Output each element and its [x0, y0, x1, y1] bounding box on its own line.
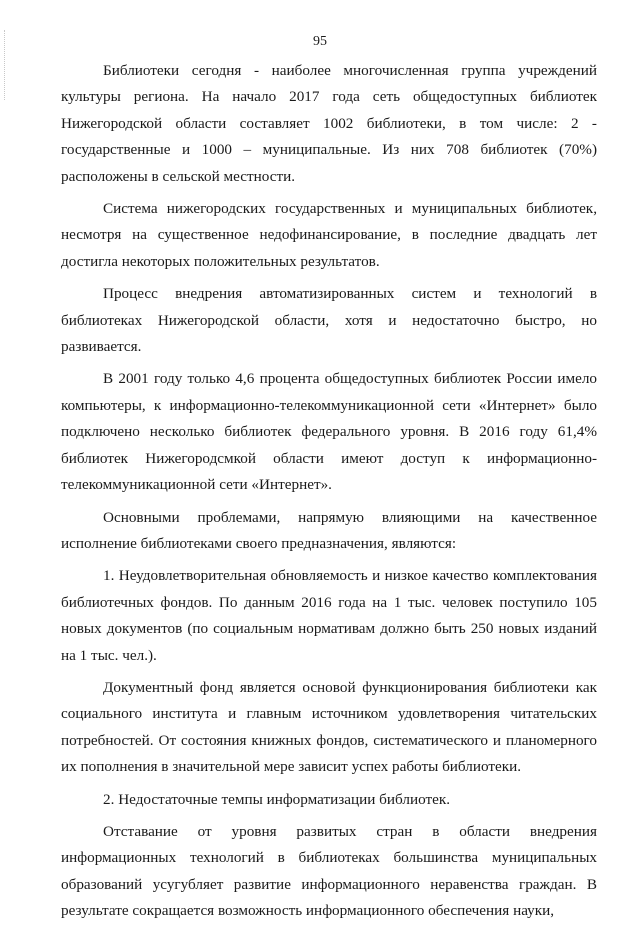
body-text	[61, 58, 597, 931]
paragraph-lag: Отставание от уровня развитых стран в области внедрения информационных технологий в библиотеках большинства муниципальных образований усугубляет развитие информационного неравенства граждан. В результате сокращается возможность информационного обеспечения науки,	[61, 822, 597, 920]
paragraph-library-system: Система нижегородских государственных и муниципальных библиотек, несмотря на существенное недофинансирование, в последние двадцать лет достигла некоторых положительных результатов.	[61, 200, 597, 270]
paragraph-libraries-today: Библиотеки сегодня - наиболее многочисленная группа учреждений культуры региона. На начало 2017 года сеть общедоступных библиотек Нижегородской области составляет 1002 библиотеки, в том числе: 2 - государственные и 1000 – муниципальные. Из них 708 библиотек (70%) расположены в сельской местности.	[61, 62, 597, 185]
paragraph-problem-1: 1. Неудовлетворительная обновляемость и низкое качество комплектования библиотечных фондов. По данным 2016 года на 1 тыс. человек поступило 105 новых документов (по социальным нормативам должно быть 250 новых изданий на 1 тыс. чел.).	[61, 567, 597, 664]
page-number: 95	[313, 34, 327, 49]
paragraph-document-fund: Документный фонд является основой функционирования библиотеки как социального института и главным источником удовлетворения читательских потребностей. От состояния книжных фондов, систематического и планомерного их пополнения в значительной мере зависит успех работы библиотеки.	[61, 678, 597, 776]
paragraph-internet-access: В 2001 году только 4,6 процента общедоступных библиотек России имело компьютеры, к информационно-телекоммуникационной сети «Интернет» было подключено несколько библиотек федерального уровня. В 2016 году 61,4% библиотек Нижегородсмкой области имеют доступ к информационно-телекоммуникационной сети «Интернет».	[61, 370, 597, 494]
paragraph-main-problems: Основными проблемами, напрямую влияющими на качественное исполнение библиотеками своего предназначения, являются:	[61, 508, 597, 552]
paragraph-problem-2: 2. Недостаточные темпы информатизации библиотек.	[103, 790, 451, 808]
paragraph-automation: Процесс внедрения автоматизированных систем и технологий в библиотеках Нижегородской области, хотя и недостаточно быстро, но развивается.	[61, 285, 597, 356]
